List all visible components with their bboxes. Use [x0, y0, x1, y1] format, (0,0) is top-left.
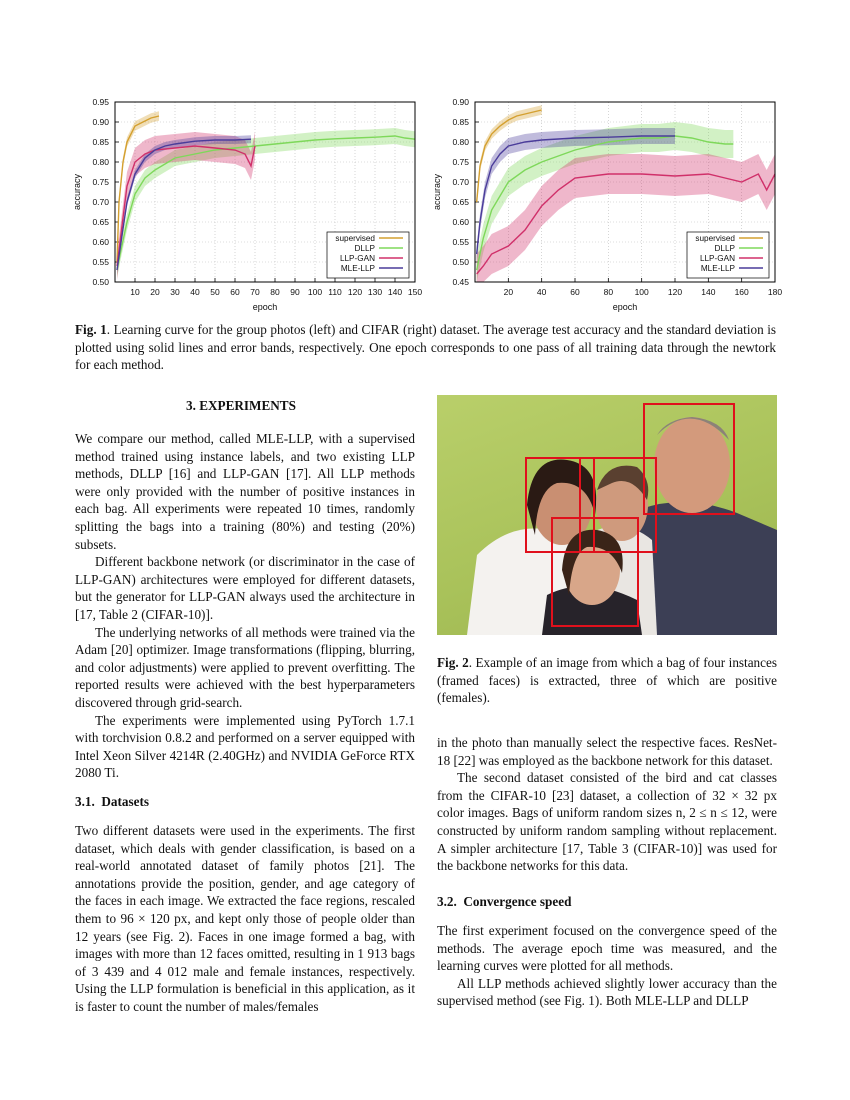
y-tick-label: 0.50 [92, 277, 109, 287]
x-tick-label: 100 [307, 287, 323, 297]
y-tick-label: 0.75 [452, 157, 469, 167]
x-tick-label: 20 [503, 287, 514, 297]
paragraph: Two different datasets were used in the experiments. The first dataset, which deals with gender classification, is based on a real-world annotated dataset of family photos [21]. The annotations provide the position, gender, and age category of the faces in each image. We extracted the face regions, rescaled them to 96 × 120 px, and kept only those of people older than 12 years (see Fig. 2). Faces in one image formed a bag, with images with more than 12 faces omitted, resulting in 1 913 bags of 3 439 and 4 012 male and female instances, respectively. Using the LLP formulation is beneficial in this application, as it is faster to count the number of males/females [75, 823, 415, 1014]
figure-2-label: Fig. 2 [437, 655, 469, 670]
figure-1-caption-text: . Learning curve for the group photos (left) and CIFAR (right) dataset. The average test accuracy and the standard deviation is plotted using solid lines and error bands, respectively. One epoch corresponds to one pass of all training data through the newtork for each method. [75, 322, 776, 372]
y-tick-label: 0.85 [92, 137, 109, 147]
x-tick-label: 90 [290, 287, 300, 297]
paragraph: The second dataset consisted of the bird and cat classes from the CIFAR-10 [23] dataset, a collection of 32 × 32 px color images. Bags of uniform random sizes n, 2 ≤ n ≤ 12, were constructed by uniform random sampling without replacement. A simpler architecture [17, Table 3 (CIFAR-10)] was used for the backbone networks for this data. [437, 770, 777, 874]
x-tick-label: 140 [387, 287, 403, 297]
right-column-text-2 [437, 922, 777, 1010]
x-tick-label: 180 [767, 287, 783, 297]
x-tick-label: 40 [536, 287, 547, 297]
y-axis-label: accuracy [72, 173, 82, 211]
figure-2-caption [437, 654, 777, 707]
x-tick-label: 110 [328, 287, 342, 297]
paragraph: in the photo than manually select the respective faces. ResNet-18 [22] was employed as the backbone network for this dataset. [437, 735, 777, 768]
y-tick-label: 0.90 [92, 117, 109, 127]
left-column-text-2 [75, 822, 415, 1016]
paragraph: All LLP methods achieved slightly lower accuracy than the supervised method (see Fig. 1). Both MLE-LLP and DLLP [437, 975, 777, 1009]
accuracy-chart-group-photos [70, 92, 425, 317]
section-3-heading: 3. EXPERIMENTS [186, 398, 296, 413]
left-column-text [75, 430, 415, 782]
y-tick-label: 0.50 [452, 257, 469, 267]
y-tick-label: 0.80 [452, 137, 469, 147]
x-tick-label: 140 [701, 287, 716, 297]
paragraph: The experiments were implemented using PyTorch 1.7.1 with torchvision 0.8.2 and performed on a server equipped with Intel Xeon Silver 4214R (2.40GHz) and NVIDIA GeForce RTX 2080 Ti. [75, 712, 415, 781]
legend-label: DLLP [354, 244, 375, 253]
x-axis-label: epoch [612, 302, 638, 312]
legend-label: LLP-GAN [339, 254, 375, 263]
x-tick-label: 10 [130, 287, 140, 297]
section-3-1-heading: 3.1. Datasets [75, 794, 149, 809]
y-tick-label: 0.75 [92, 177, 109, 187]
y-tick-label: 0.85 [452, 117, 469, 127]
y-tick-label: 0.55 [452, 237, 469, 247]
x-tick-label: 160 [734, 287, 749, 297]
legend-label: LLP-GAN [699, 254, 735, 263]
x-tick-label: 40 [190, 287, 200, 297]
y-tick-label: 0.55 [92, 257, 109, 267]
y-tick-label: 0.45 [452, 277, 469, 287]
y-tick-label: 0.80 [92, 157, 109, 167]
legend-label: MLE-LLP [700, 264, 735, 273]
paragraph: We compare our method, called MLE-LLP, with a supervised method trained using instance labels, and two existing LLP methods, DLLP [16] and LLP-GAN [17]. All LLP methods were only provided with the number of positive instances in each bag. All experiments were repeated 10 times, randomly splitting the bags into a training (80%) and testing (20%) subsets. [75, 431, 415, 552]
y-tick-label: 0.65 [452, 197, 469, 207]
x-tick-label: 60 [230, 287, 240, 297]
y-tick-label: 0.70 [452, 177, 469, 187]
legend-label: supervised [335, 234, 375, 243]
x-tick-label: 80 [270, 287, 280, 297]
y-tick-label: 0.70 [92, 197, 109, 207]
accuracy-chart-cifar [430, 92, 785, 317]
figure-2-photo [437, 395, 777, 635]
y-tick-label: 0.60 [452, 217, 469, 227]
y-tick-label: 0.95 [92, 97, 109, 107]
y-tick-label: 0.60 [92, 237, 109, 247]
x-tick-label: 20 [150, 287, 160, 297]
x-tick-label: 130 [367, 287, 383, 297]
paragraph: The underlying networks of all methods were trained via the Adam [20] optimizer. Image transformations (flipping, blurring, and color adjustments) were applied to prevent overfitting. The reported results were achieved with the best hyperparameters discovered through grid-search. [75, 624, 415, 710]
x-tick-label: 120 [667, 287, 683, 297]
paragraph: The first experiment focused on the convergence speed of the methods. The average epoch time was measured, and the learning curves were plotted for all methods. [437, 923, 777, 974]
x-tick-label: 100 [634, 287, 649, 297]
paragraph: Different backbone network (or discriminator in the case of LLP-GAN) architectures were employed for different datasets, but the generator for LLP-GAN always used the architecture in [17, Table 2 (CIFAR-10)]. [75, 554, 415, 622]
y-tick-label: 0.90 [452, 97, 469, 107]
x-tick-label: 50 [210, 287, 220, 297]
x-axis-label: epoch [252, 302, 278, 312]
legend-label: MLE-LLP [340, 264, 375, 273]
legend-label: DLLP [714, 244, 735, 253]
x-tick-label: 80 [603, 287, 614, 297]
x-tick-label: 150 [407, 287, 423, 297]
figure-2-caption-text: . Example of an image from which a bag of four instances (framed faces) is extracted, three of which are positive (females). [437, 655, 777, 705]
y-axis-label: accuracy [432, 173, 442, 211]
right-column-text [437, 734, 777, 875]
face-box [551, 517, 639, 627]
figure-1-label: Fig. 1 [75, 322, 107, 337]
figure-1-caption [75, 321, 776, 374]
legend-label: supervised [695, 234, 735, 243]
x-tick-label: 60 [570, 287, 580, 297]
y-tick-label: 0.65 [92, 217, 109, 227]
x-tick-label: 70 [250, 287, 260, 297]
x-tick-label: 120 [347, 287, 363, 297]
section-3-2-heading: 3.2. Convergence speed [437, 894, 572, 909]
x-tick-label: 30 [170, 287, 180, 297]
